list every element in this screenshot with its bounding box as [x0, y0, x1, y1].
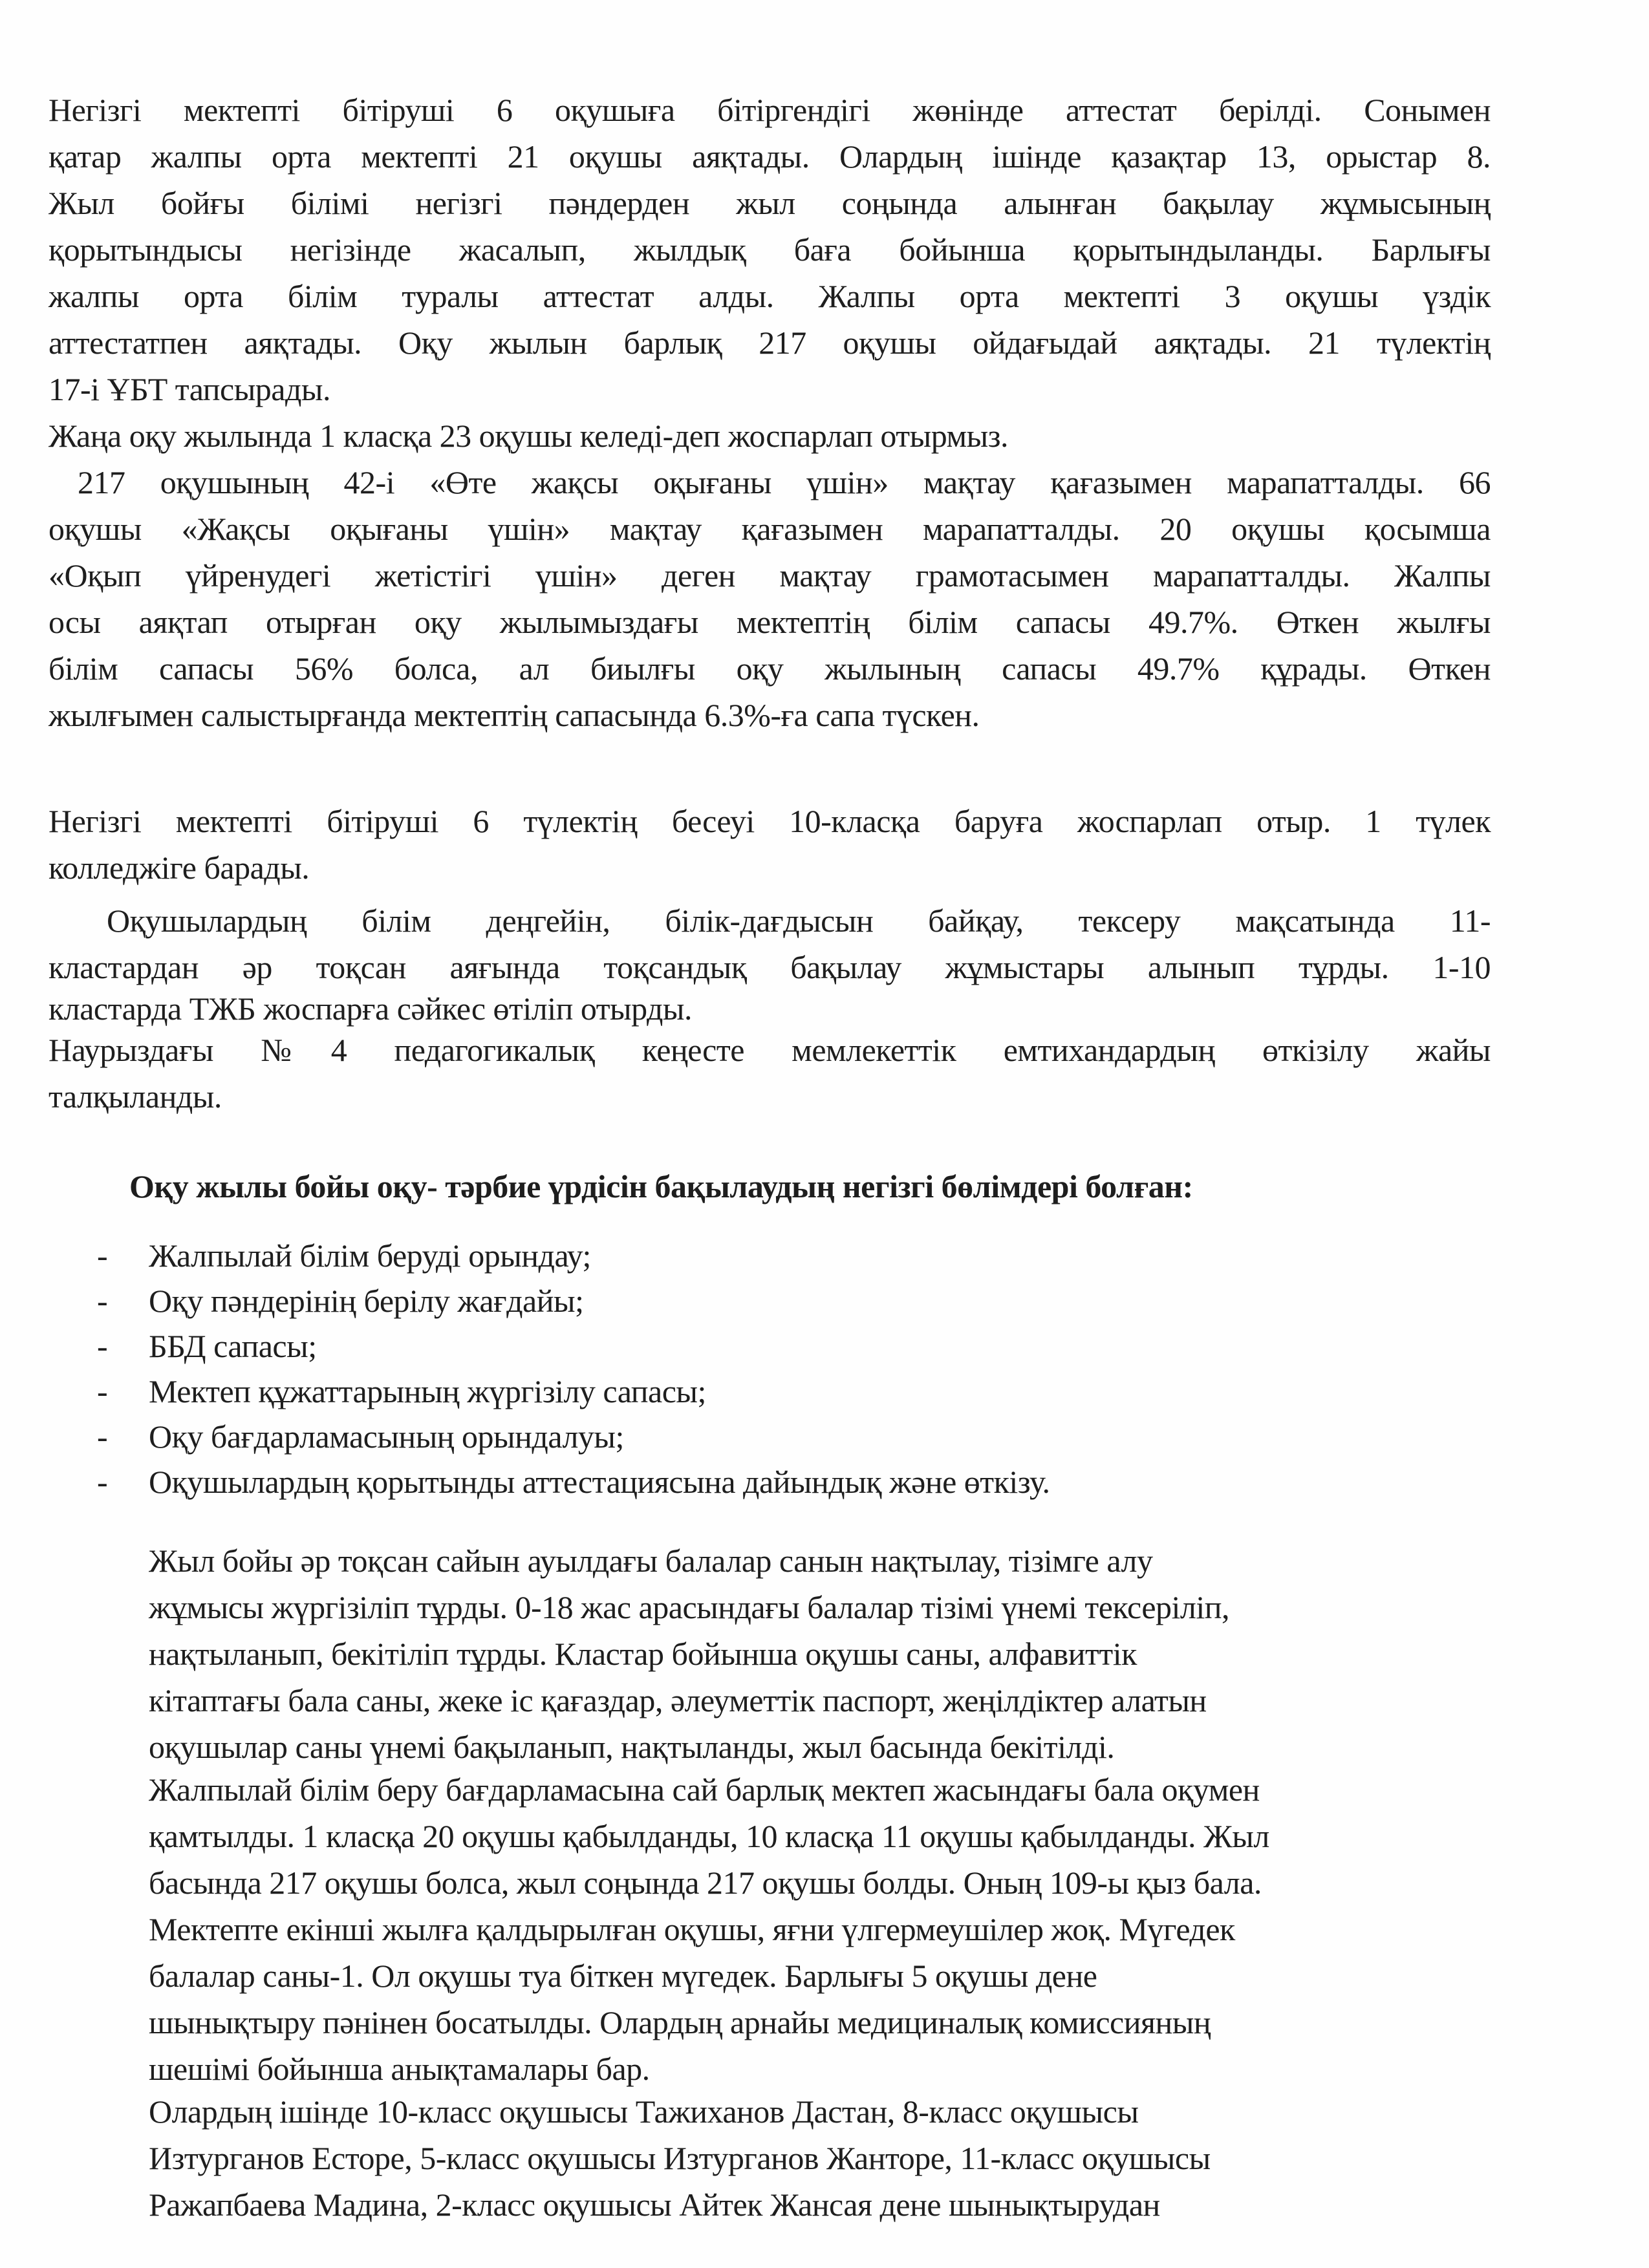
paragraph-line: Жыл бойғы білімі негізгі пәндерден жыл соңында алынған бақылау жұмысының [48, 185, 1491, 221]
paragraph-line: 217 оқушының 42-і «Өте жақсы оқығаны үшін» мақтау қағазымен марапатталды. 66 [78, 464, 1491, 500]
paragraph-line: шынықтыру пәнінен босатылды. Олардың арнайы медициналық комиссияның [149, 2004, 1211, 2040]
paragraph-line: жылғымен салыстырғанда мектептің сапасында 6.3%-ға сапа түскен. [48, 697, 980, 733]
paragraph-line: Жаңа оқу жылында 1 класқа 23 оқушы келеді-деп жоспарлап отырмыз. [48, 418, 1008, 454]
list-item: Оқу бағдарламасының орындалуы; [149, 1418, 624, 1455]
paragraph-line: басында 217 оқушы болса, жыл соңында 217 оқушы болды. Оның 109-ы қыз бала. [149, 1865, 1262, 1901]
list-item: Оқушылардың қорытынды аттестациясына дайындық және өткізу. [149, 1464, 1050, 1500]
bullet-dash-icon: - [97, 1418, 108, 1455]
paragraph-line: Жыл бойы әр тоқсан сайын ауылдағы балалар санын нақтылау, тізімге алу [149, 1543, 1153, 1579]
paragraph-line: Негізгі мектепті бітіруші 6 түлектің бесеуі 10-класқа баруға жоспарлап отыр. 1 түлек [48, 803, 1491, 839]
paragraph-line: Оқушылардың білім деңгейін, білік-дағдысын байқау, тексеру мақсатында 11- [107, 903, 1491, 939]
paragraph-line: кластардан әр тоқсан аяғында тоқсандық бақылау жұмыстары алынып тұрды. 1-10 [48, 949, 1491, 985]
paragraph-line: Негізгі мектепті бітіруші 6 оқушыға бітіргендігі жөнінде аттестат берілді. Сонымен [48, 92, 1491, 128]
paragraph-line: оқушы «Жақсы оқығаны үшін» мақтау қағазымен марапатталды. 20 оқушы қосымша [48, 511, 1491, 547]
paragraph-line: «Оқып үйренудегі жетістігі үшін» деген мақтау грамотасымен марапатталды. Жалпы [48, 557, 1491, 594]
paragraph-line: шешімі бойынша анықтамалары бар. [149, 2051, 650, 2087]
paragraph-line: оқушылар саны үнемі бақыланып, нақтыланды, жыл басында бекітілді. [149, 1729, 1115, 1765]
paragraph-line: нақтыланып, бекітіліп тұрды. Кластар бойынша оқушы саны, алфавиттік [149, 1636, 1137, 1672]
bullet-dash-icon: - [97, 1464, 108, 1500]
list-item: Мектеп құжаттарының жүргізілу сапасы; [149, 1373, 706, 1409]
bullet-dash-icon: - [97, 1283, 108, 1319]
list-item: ББД сапасы; [149, 1328, 317, 1364]
paragraph-line: Мектепте екінші жылға қалдырылған оқушы, яғни үлгермеушілер жоқ. Мүгедек [149, 1911, 1235, 1947]
paragraph-line: білім сапасы 56% болса, ал биылғы оқу жылының сапасы 49.7% құрады. Өткен [48, 650, 1491, 687]
bullet-dash-icon: - [97, 1237, 108, 1274]
paragraph-line: Жалпылай білім беру бағдарламасына сай барлық мектеп жасындағы бала оқумен [149, 1771, 1260, 1808]
paragraph-line: балалар саны-1. Ол оқушы туа біткен мүгедек. Барлығы 5 оқушы дене [149, 1958, 1097, 1994]
paragraph-line: колледжіге барады. [48, 850, 310, 886]
paragraph-line: қамтылды. 1 класқа 20 оқушы қабылданды, 10 класқа 11 оқушы қабылданды. Жыл [149, 1818, 1269, 1854]
paragraph-line: Изтурганов Есторе, 5-класс оқушысы Изтурганов Жанторе, 11-класс оқушысы [149, 2140, 1211, 2176]
paragraph-line: кітаптағы бала саны, жеке іс қағаздар, әлеуметтік паспорт, жеңілдіктер алатын [149, 1682, 1207, 1718]
list-item: Жалпылай білім беруді орындау; [149, 1237, 591, 1274]
paragraph-line: жалпы орта білім туралы аттестат алды. Жалпы орта мектепті 3 оқушы үздік [48, 278, 1491, 314]
paragraph-line: кластарда ТЖБ жоспарға сәйкес өтіліп отырды. [48, 990, 693, 1027]
section-heading: Оқу жылы бойы оқу- тәрбие үрдісін бақылаудың негізгі бөлімдері болған: [129, 1168, 1193, 1204]
paragraph-line: осы аяқтап отырған оқу жылымыздағы мектептің білім сапасы 49.7%. Өткен жылғы [48, 604, 1491, 640]
bullet-dash-icon: - [97, 1373, 108, 1409]
paragraph-line: Наурыздағы №4 педагогикалық кеңесте мемлекеттік емтихандардың өткізілу жайы [48, 1032, 1491, 1068]
paragraph-line: қатар жалпы орта мектепті 21 оқушы аяқтады. Олардың ішінде қазақтар 13, орыстар 8. [48, 138, 1491, 175]
paragraph-line: қорытындысы негізінде жасалып, жылдық баға бойынша қорытындыланды. Барлығы [48, 231, 1491, 268]
paragraph-line: 17-і ҰБТ тапсырады. [48, 371, 331, 407]
list-item: Оқу пәндерінің берілу жағдайы; [149, 1283, 584, 1319]
bullet-dash-icon: - [97, 1328, 108, 1364]
paragraph-line: жұмысы жүргізіліп тұрды. 0-18 жас арасындағы балалар тізімі үнемі тексеріліп, [149, 1589, 1229, 1625]
paragraph-line: Ражапбаева Мадина, 2-класс оқушысы Айтек Жансая дене шынықтырудан [149, 2187, 1160, 2223]
paragraph-line: талқыланды. [48, 1078, 222, 1115]
paragraph-line: Олардың ішінде 10-класс оқушысы Тажиханов Дастан, 8-класс оқушысы [149, 2093, 1139, 2130]
paragraph-line: аттестатпен аяқтады. Оқу жылын барлық 217 оқушы ойдағыдай аяқтады. 21 түлектің [48, 325, 1491, 361]
